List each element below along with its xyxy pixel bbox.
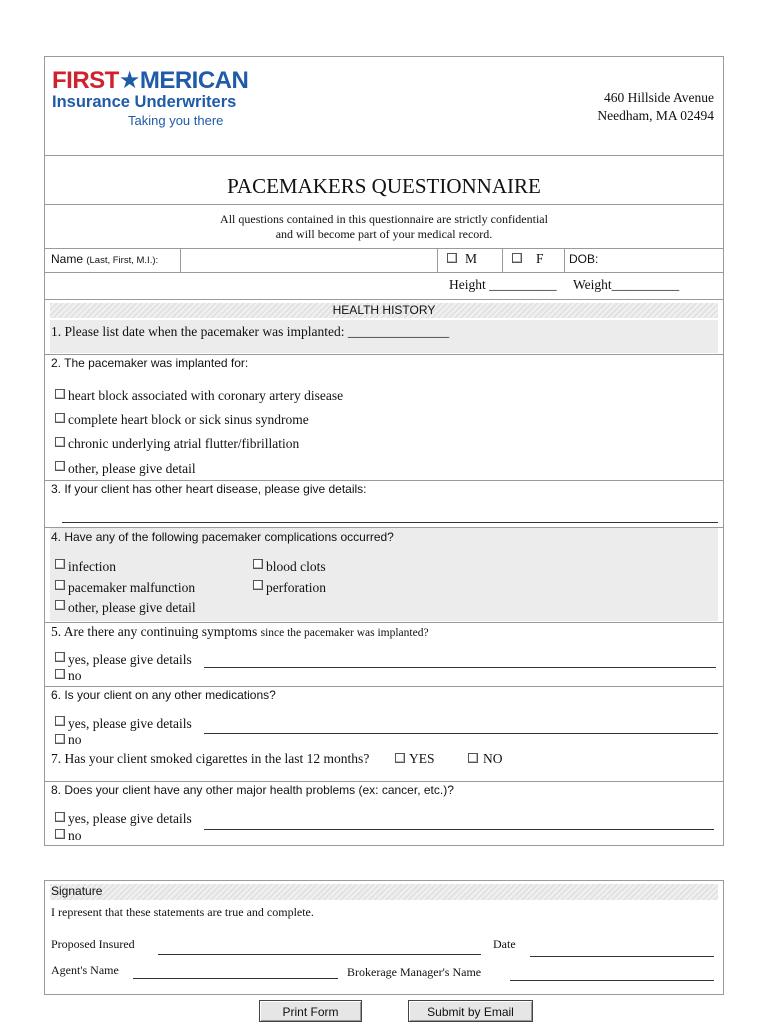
- logo-first: FIRST: [52, 67, 119, 94]
- q2-checkbox-4[interactable]: [55, 461, 65, 471]
- question-2: 2. The pacemaker was implanted for:: [51, 356, 249, 370]
- q5-no-checkbox[interactable]: [55, 669, 65, 679]
- q4-checkbox-perforation[interactable]: [253, 580, 263, 590]
- submit-by-email-button[interactable]: Submit by Email: [408, 1000, 533, 1022]
- name-field[interactable]: [182, 249, 436, 271]
- q4-option-blood-clots: blood clots: [266, 559, 326, 574]
- proposed-insured-label: Proposed Insured: [51, 937, 135, 951]
- question-5: 5. Are there any continuing symptoms since the pacemaker was implanted?: [51, 624, 429, 639]
- q4-checkbox-other[interactable]: [55, 600, 65, 610]
- implant-date-field[interactable]: [355, 324, 460, 340]
- divider: [44, 155, 724, 156]
- question-8: 8. Does your client have any other major health problems (ex: cancer, etc.)?: [51, 783, 454, 797]
- q7-yes-label: YES: [409, 751, 435, 766]
- q6-yes-label: yes, please give details: [68, 716, 192, 731]
- brokerage-manager-label: Brokerage Manager's Name: [347, 965, 482, 979]
- question-1: 1. Please list date when the pacemaker was implanted: _______________: [51, 324, 450, 339]
- sex-m-label: M: [465, 251, 478, 266]
- q6-details-field[interactable]: [204, 733, 718, 734]
- q5-no-label: no: [68, 668, 82, 683]
- confidential-note-2: and will become part of your medical record.: [275, 227, 493, 241]
- q2-option-3: chronic underlying atrial flutter/fibrillation: [68, 436, 300, 451]
- q7-yes-checkbox[interactable]: [395, 753, 405, 763]
- q6-yes-checkbox[interactable]: [55, 716, 65, 726]
- agent-name-field[interactable]: [133, 978, 338, 979]
- q4-checkbox-infection[interactable]: [55, 559, 65, 569]
- question-6: 6. Is your client on any other medications?: [51, 688, 276, 702]
- dob-label: DOB:: [569, 252, 599, 266]
- q2-checkbox-1[interactable]: [55, 389, 65, 399]
- q4-option-infection: infection: [68, 559, 116, 574]
- question-3: 3. If your client has other heart disease, please give details:: [51, 482, 367, 496]
- confidential-note-1: All questions contained in this questionnaire are strictly confidential: [220, 212, 548, 226]
- logo-subtitle: Insurance Underwriters: [52, 93, 237, 111]
- q5-details-field[interactable]: [204, 667, 716, 668]
- q3-details-field[interactable]: [62, 522, 718, 523]
- q8-details-field[interactable]: [204, 829, 714, 830]
- q5-yes-checkbox[interactable]: [55, 652, 65, 662]
- question-4: 4. Have any of the following pacemaker complications occurred?: [51, 530, 394, 544]
- sex-f-label: F: [536, 251, 544, 266]
- brokerage-manager-field[interactable]: [510, 980, 714, 981]
- q2-option-2: complete heart block or sick sinus syndrome: [68, 412, 309, 427]
- date-label: Date: [493, 937, 516, 951]
- q8-yes-label: yes, please give details: [68, 811, 192, 826]
- print-form-button[interactable]: Print Form: [259, 1000, 362, 1022]
- q4-checkbox-blood-clots[interactable]: [253, 559, 263, 569]
- q2-checkbox-3[interactable]: [55, 437, 65, 447]
- agent-name-label: Agent's Name: [51, 963, 119, 977]
- logo-tagline: Taking you there: [128, 113, 224, 128]
- sex-m-checkbox[interactable]: [447, 253, 457, 263]
- q8-no-checkbox[interactable]: [55, 829, 65, 839]
- q6-no-checkbox[interactable]: [55, 734, 65, 744]
- signature-heading: Signature: [51, 884, 103, 898]
- q4-option-malfunction: pacemaker malfunction: [68, 580, 196, 595]
- q7-no-checkbox[interactable]: [468, 753, 478, 763]
- company-logo: [52, 66, 252, 132]
- q7-no-label: NO: [483, 751, 503, 766]
- q2-option-4: other, please give detail: [68, 461, 196, 476]
- logo-star-icon: ★: [118, 67, 140, 94]
- q6-no-label: no: [68, 732, 82, 747]
- sex-f-checkbox[interactable]: [512, 253, 522, 263]
- name-hint: (Last, First, M.I.):: [86, 255, 159, 266]
- name-label: Name (Last, First, M.I.):: [51, 252, 159, 266]
- question-7: 7. Has your client smoked cigarettes in the last 12 months?: [51, 751, 370, 766]
- q8-no-label: no: [68, 828, 82, 843]
- proposed-insured-field[interactable]: [158, 954, 481, 955]
- signature-banner: [50, 884, 718, 900]
- address-line-2: Needham, MA 02494: [597, 108, 714, 123]
- q4-option-perforation: perforation: [266, 580, 326, 595]
- q4-checkbox-malfunction[interactable]: [55, 580, 65, 590]
- page-title: PACEMAKERS QUESTIONNAIRE: [227, 174, 541, 198]
- q5-yes-label: yes, please give details: [68, 652, 192, 667]
- q2-option-1: heart block associated with coronary artery disease: [68, 388, 344, 403]
- q4-option-other: other, please give detail: [68, 600, 196, 615]
- signature-statement: I represent that these statements are true and complete.: [51, 905, 314, 919]
- date-field[interactable]: [530, 956, 714, 957]
- logo-merican: MERICAN: [139, 67, 249, 94]
- dob-field[interactable]: [600, 249, 722, 271]
- height-label: Height __________: [449, 277, 557, 292]
- divider: [44, 204, 724, 205]
- health-history-heading: HEALTH HISTORY: [332, 303, 436, 317]
- address-line-1: 460 Hillside Avenue: [604, 90, 714, 105]
- q2-checkbox-2[interactable]: [55, 413, 65, 423]
- q8-yes-checkbox[interactable]: [55, 812, 65, 822]
- weight-label: Weight__________: [573, 277, 680, 292]
